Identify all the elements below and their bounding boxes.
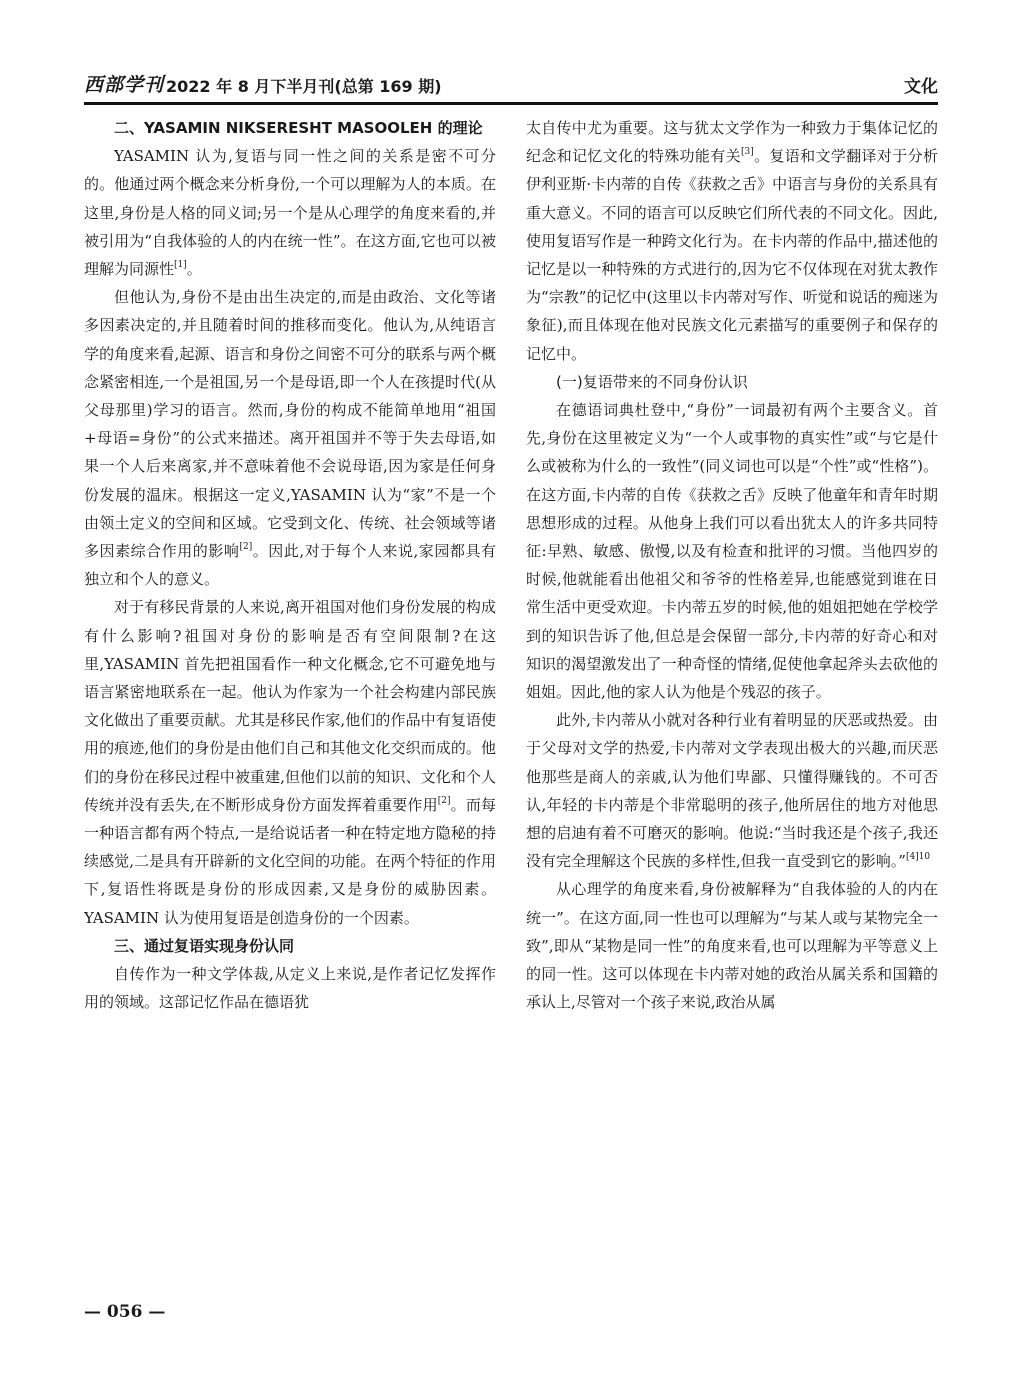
paragraph — [526, 396, 938, 706]
citation: [2] — [437, 795, 451, 806]
journal-logo: 西部学刊 — [84, 74, 165, 96]
header-left — [84, 70, 442, 102]
paragraph — [526, 875, 938, 1016]
paragraph-text: YASAMIN 认为,复语与同一性之间的关系是密不可分的。他通过两个概念来分析身份,一个可以理解为人的本质。在这里,身份是人格的同义词;另一个是从心理学的角度来看的,并被引用为“自我体验的人的内在统一性”。在这方面,它也可以被理解为同源性 — [84, 147, 496, 279]
running-header — [84, 68, 938, 105]
issue-line: 2022 年 8 月下半月刊(总第 169 期) — [166, 77, 442, 96]
paragraph-text: 此外,卡内蒂从小就对各种行业有着明显的厌恶或热爱。由于父母对文学的热爱,卡内蒂对文学表现出极大的兴趣,而厌恶他那些是商人的亲戚,认为他们卑鄙、只懂得赚钱的。不可否认,年轻的卡内蒂是个非常聪明的孩子,他所居住的地方对他思想的启迪有着不可磨灭的影响。他说:“当时我还是个孩子,我还没有完全理解这个民族的多样性,但我一直受到它的影响。” — [526, 711, 938, 871]
paragraph-text: 在德语词典杜登中,“身份”一词最初有两个主要含义。首先,身份在这里被定义为“一个人或事物的真实性”或“与它是什么或被称为什么的一致性”(同义词也可以是“个性”或“性格”)。在这方面,卡内蒂的自传《获救之舌》反映了他童年和青年时期思想形成的过程。从他身上我们可以看出犹太人的许多共同特征:早熟、敏感、傲慢,以及有检查和批评的习惯。当他四岁的时候,他就能看出他祖父和爷爷的性格差异,也能感觉到谁在日常生活中更受欢迎。卡内蒂五岁的时候,他的姐姐把她在学校学到的知识告诉了他,但总是会保留一部分,卡内蒂的好奇心和对知识的渴望激发出了一种奇怪的情绪,促使他拿起斧头去砍他的姐姐。因此,他的家人认为他是个残忍的孩子。 — [526, 401, 938, 702]
paragraph-text: 自传作为一种文学体裁,从定义上来说,是作者记忆发挥作用的领域。这部记忆作品在德语犹 — [84, 965, 496, 1012]
paragraph-text: 。复语和文学翻译对于分析伊利亚斯·卡内蒂的自传《获救之舌》中语言与身份的关系具有重大意义。不同的语言可以反映它们所代表的不同文化。因此,使用复语写作是一种跨文化行为。在卡内蒂的作品中,描述他的记忆是以一种特殊的方式进行的,因为它不仅体现在对犹太教作为“宗教”的记忆中(这里以卡内蒂对写作、听觉和说话的痴迷为象征),而且体现在他对民族文化元素描写的重要例子和保存的记忆中。 — [526, 147, 938, 363]
citation: [3] — [740, 147, 754, 158]
paragraph — [84, 283, 496, 593]
right-column — [526, 114, 938, 1017]
subsection-heading: (一)复语带来的不同身份认识 — [556, 372, 748, 391]
paragraph-text: 。因此,对于每个人来说,家园都具有独立和个人的意义。 — [84, 542, 496, 589]
paragraph — [526, 706, 938, 875]
citation: [2] — [239, 542, 253, 553]
paragraph — [84, 593, 496, 931]
paragraph — [526, 114, 938, 368]
citation: [1] — [174, 260, 187, 271]
paragraph-text: 。 — [186, 260, 202, 279]
paragraph-text: 但他认为,身份不是由出生决定的,而是由政治、文化等诸多因素决定的,并且随着时间的推移而变化。他认为,从纯语言学的角度来看,起源、语言和身份之间密不可分的联系与两个概念紧密相连,一个是祖国,另一个是母语,即一个人在孩提时代(从父母那里)学习的语言。然而,身份的构成不能简单地用“祖国+母语=身份”的公式来描述。离开祖国并不等于失去母语,如果一个人后来离家,并不意味着他不会说母语,因为家是任何身份发展的温床。根据这一定义,YASAMIN 认为“家”不是一个由领土定义的空间和区域。它受到文化、传统、社会领域等诸多因素综合作用的影响 — [84, 288, 496, 561]
paragraph — [84, 960, 496, 1016]
paragraph-text: 对于有移民背景的人来说,离开祖国对他们身份发展的构成有什么影响?祖国对身份的影响是否有空间限制?在这里,YASAMIN 首先把祖国看作一种文化概念,它不可避免地与语言紧密地联系在一起。他认为作家为一个社会构建内部民族文化做出了重要贡献。尤其是移民作家,他们的作品中有复语使用的痕迹,他们的身份是由他们自己和其他文化交织而成的。他们的身份在移民过程中被重建,但他们以前的知识、文化和个人传统并没有丢失,在不断形成身份方面发挥着重要作用 — [84, 598, 496, 814]
section-heading-3: 三、通过复语实现身份认同 — [114, 936, 295, 955]
citation: [4]10 — [905, 852, 931, 863]
page-number: — 056 — — [84, 1302, 166, 1322]
paragraph-text: 。而每一种语言都有两个特点,一是给说话者一种在特定地方隐秘的持续感觉,二是具有开辟新的文化空间的功能。在两个特征的作用下,复语性将既是身份的形成因素,又是身份的威胁因素。YASAMIN 认为使用复语是创造身份的一个因素。 — [84, 795, 496, 927]
section-name: 文化 — [904, 77, 938, 97]
left-column — [84, 114, 496, 1017]
paragraph — [84, 142, 496, 283]
section-heading-2: 二、YASAMIN NIKSERESHT MASOOLEH 的理论 — [114, 119, 483, 137]
paragraph-text: 太自传中尤为重要。这与犹太文学作为一种致力于集体记忆的纪念和记忆文化的特殊功能有关 — [526, 119, 938, 166]
paragraph-text: 从心理学的角度来看,身份被解释为“自我体验的人的内在统一”。在这方面,同一性也可以理解为“与某人或与某物完全一致”,即从“某物是同一性”的角度来看,也可以理解为平等意义上的同一性。这可以体现在卡内蒂对她的政治从属关系和国籍的承认上,尽管对一个孩子来说,政治从属 — [526, 880, 938, 1012]
